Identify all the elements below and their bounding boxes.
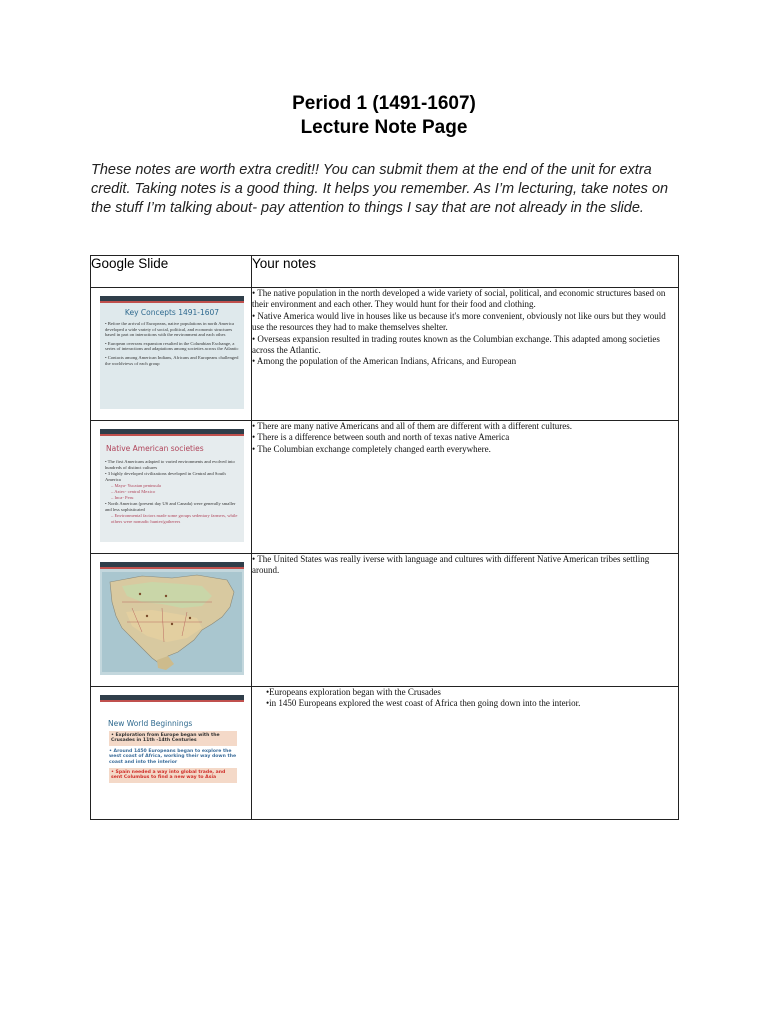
note-line: • The native population in the north developed a wide variety of social, political, and economic structures based on their environment and each other. They would hunt for their food and clothing. [252, 288, 666, 310]
slide-sub-bullet: – Aztec- central Mexico [111, 488, 156, 494]
note-line: • There is a difference between south and north of texas native America [252, 432, 510, 443]
note-line: • The United States was really iverse with language and cultures with different Native American tribes settling around. [252, 554, 650, 576]
slide-thumbnail [100, 562, 244, 675]
intro-paragraph: These notes are worth extra credit!! You can submit them at the end of the unit for extra credit. Taking notes is a good thing. It helps you remember. As I’m lecturing, take notes on the stuff I’m talking about- pay attention to things I say that are not already in the slide. [91, 162, 669, 216]
slide-sub-bullet: – Maya- Yucatan peninsula [111, 483, 161, 489]
north-america-map-image [102, 572, 242, 672]
table-row [91, 421, 679, 554]
slide-sub-bullet: – Environmental factors made some groups sedentary farmers, while others were nomadic hunter/gatherers [111, 513, 238, 524]
slide-bullet: • The first Americans adapted to varied environments and evolved into hundreds of distinct cultures [105, 459, 235, 470]
slide-bullet: • European overseas expansion resulted in the Columbian Exchange, a series of interactions and adaptations among societies across the Atlantic [105, 340, 239, 352]
note-line: • Native America would live in houses like us because it's more convenient, obviously not like ours but they would use the resources they had to make themselves shelter. [252, 310, 666, 333]
slide-accent-bar [100, 700, 244, 702]
slide-cell [91, 554, 252, 687]
slide-cell [91, 288, 252, 421]
slide-cell [91, 687, 252, 820]
note-line: • Among the population of the American Indians, Africans, and European [252, 356, 517, 367]
slide-cell [91, 421, 252, 554]
notes-cell[interactable] [252, 554, 679, 687]
notes-table [90, 255, 679, 820]
slide-bullet: • Before the arrival of Europeans, native populations in north America developed a wide variety of social, political, and economic structures based in part on interactions with the environment and each other. [105, 321, 235, 338]
slide-bullet: • Spain needed a way into global trade, and sent Columbus to find a new way to Asia [109, 768, 237, 783]
slide-bullet: • Contacts among American Indians, Africans and Europeans challenged the worldviews of each group [105, 354, 239, 366]
slide-bullet: • Around 1450 Europeans began to explore the west coast of Africa, working their way down the coast and into the interior [109, 748, 237, 765]
slide-title: Key Concepts 1491-1607 [124, 308, 220, 317]
note-line: •in 1450 Europeans explored the west coast of Africa then going down into the interior. [266, 698, 581, 709]
slide-bullet: • Exploration from Europe began with the Crusades in 11th -14th Centuries [109, 731, 237, 746]
slide-title: Native American societies [106, 444, 204, 453]
table-row [91, 554, 679, 687]
slide-thumbnail [100, 695, 244, 808]
slide-accent-bar [100, 567, 244, 569]
slide-body [105, 321, 239, 369]
note-line: • The Columbian exchange completely changed earth everywhere. [252, 443, 491, 454]
note-line: • Overseas expansion resulted in trading routes known as the Columbian exchange. This adapted among societies across the Atlantic. [252, 333, 660, 356]
table-row [91, 288, 679, 421]
slide-thumbnail [100, 296, 244, 409]
slide-bullet: • 3 highly developed civilizations developed in Central and South America [105, 471, 226, 482]
note-line: • There are many native Americans and all of them are different with a different cultures. [252, 421, 573, 431]
slide-title: New World Beginnings [108, 719, 193, 728]
title-line-1: Period 1 (1491-1607) [292, 93, 476, 114]
slide-body [109, 731, 237, 783]
slide-accent-bar [100, 434, 244, 436]
note-line: •Europeans exploration began with the Crusades [266, 687, 441, 697]
column-header-slide: Google Slide [91, 256, 252, 288]
table-row [91, 687, 679, 820]
title-line-2: Lecture Note Page [300, 117, 468, 138]
slide-thumbnail [100, 429, 244, 542]
slide-body [105, 459, 239, 525]
slide-sub-bullet: – Inca- Peru [111, 494, 134, 500]
slide-bullet: • North American (present day US and Canada) were generally smaller and less sophisticated [105, 501, 236, 512]
notes-cell[interactable] [252, 687, 679, 820]
table-header-row [91, 256, 679, 288]
column-header-notes: Your notes [252, 256, 679, 288]
notes-cell[interactable] [252, 421, 679, 554]
notes-cell[interactable] [252, 288, 679, 421]
page-title [0, 92, 768, 140]
slide-accent-bar [100, 301, 244, 303]
